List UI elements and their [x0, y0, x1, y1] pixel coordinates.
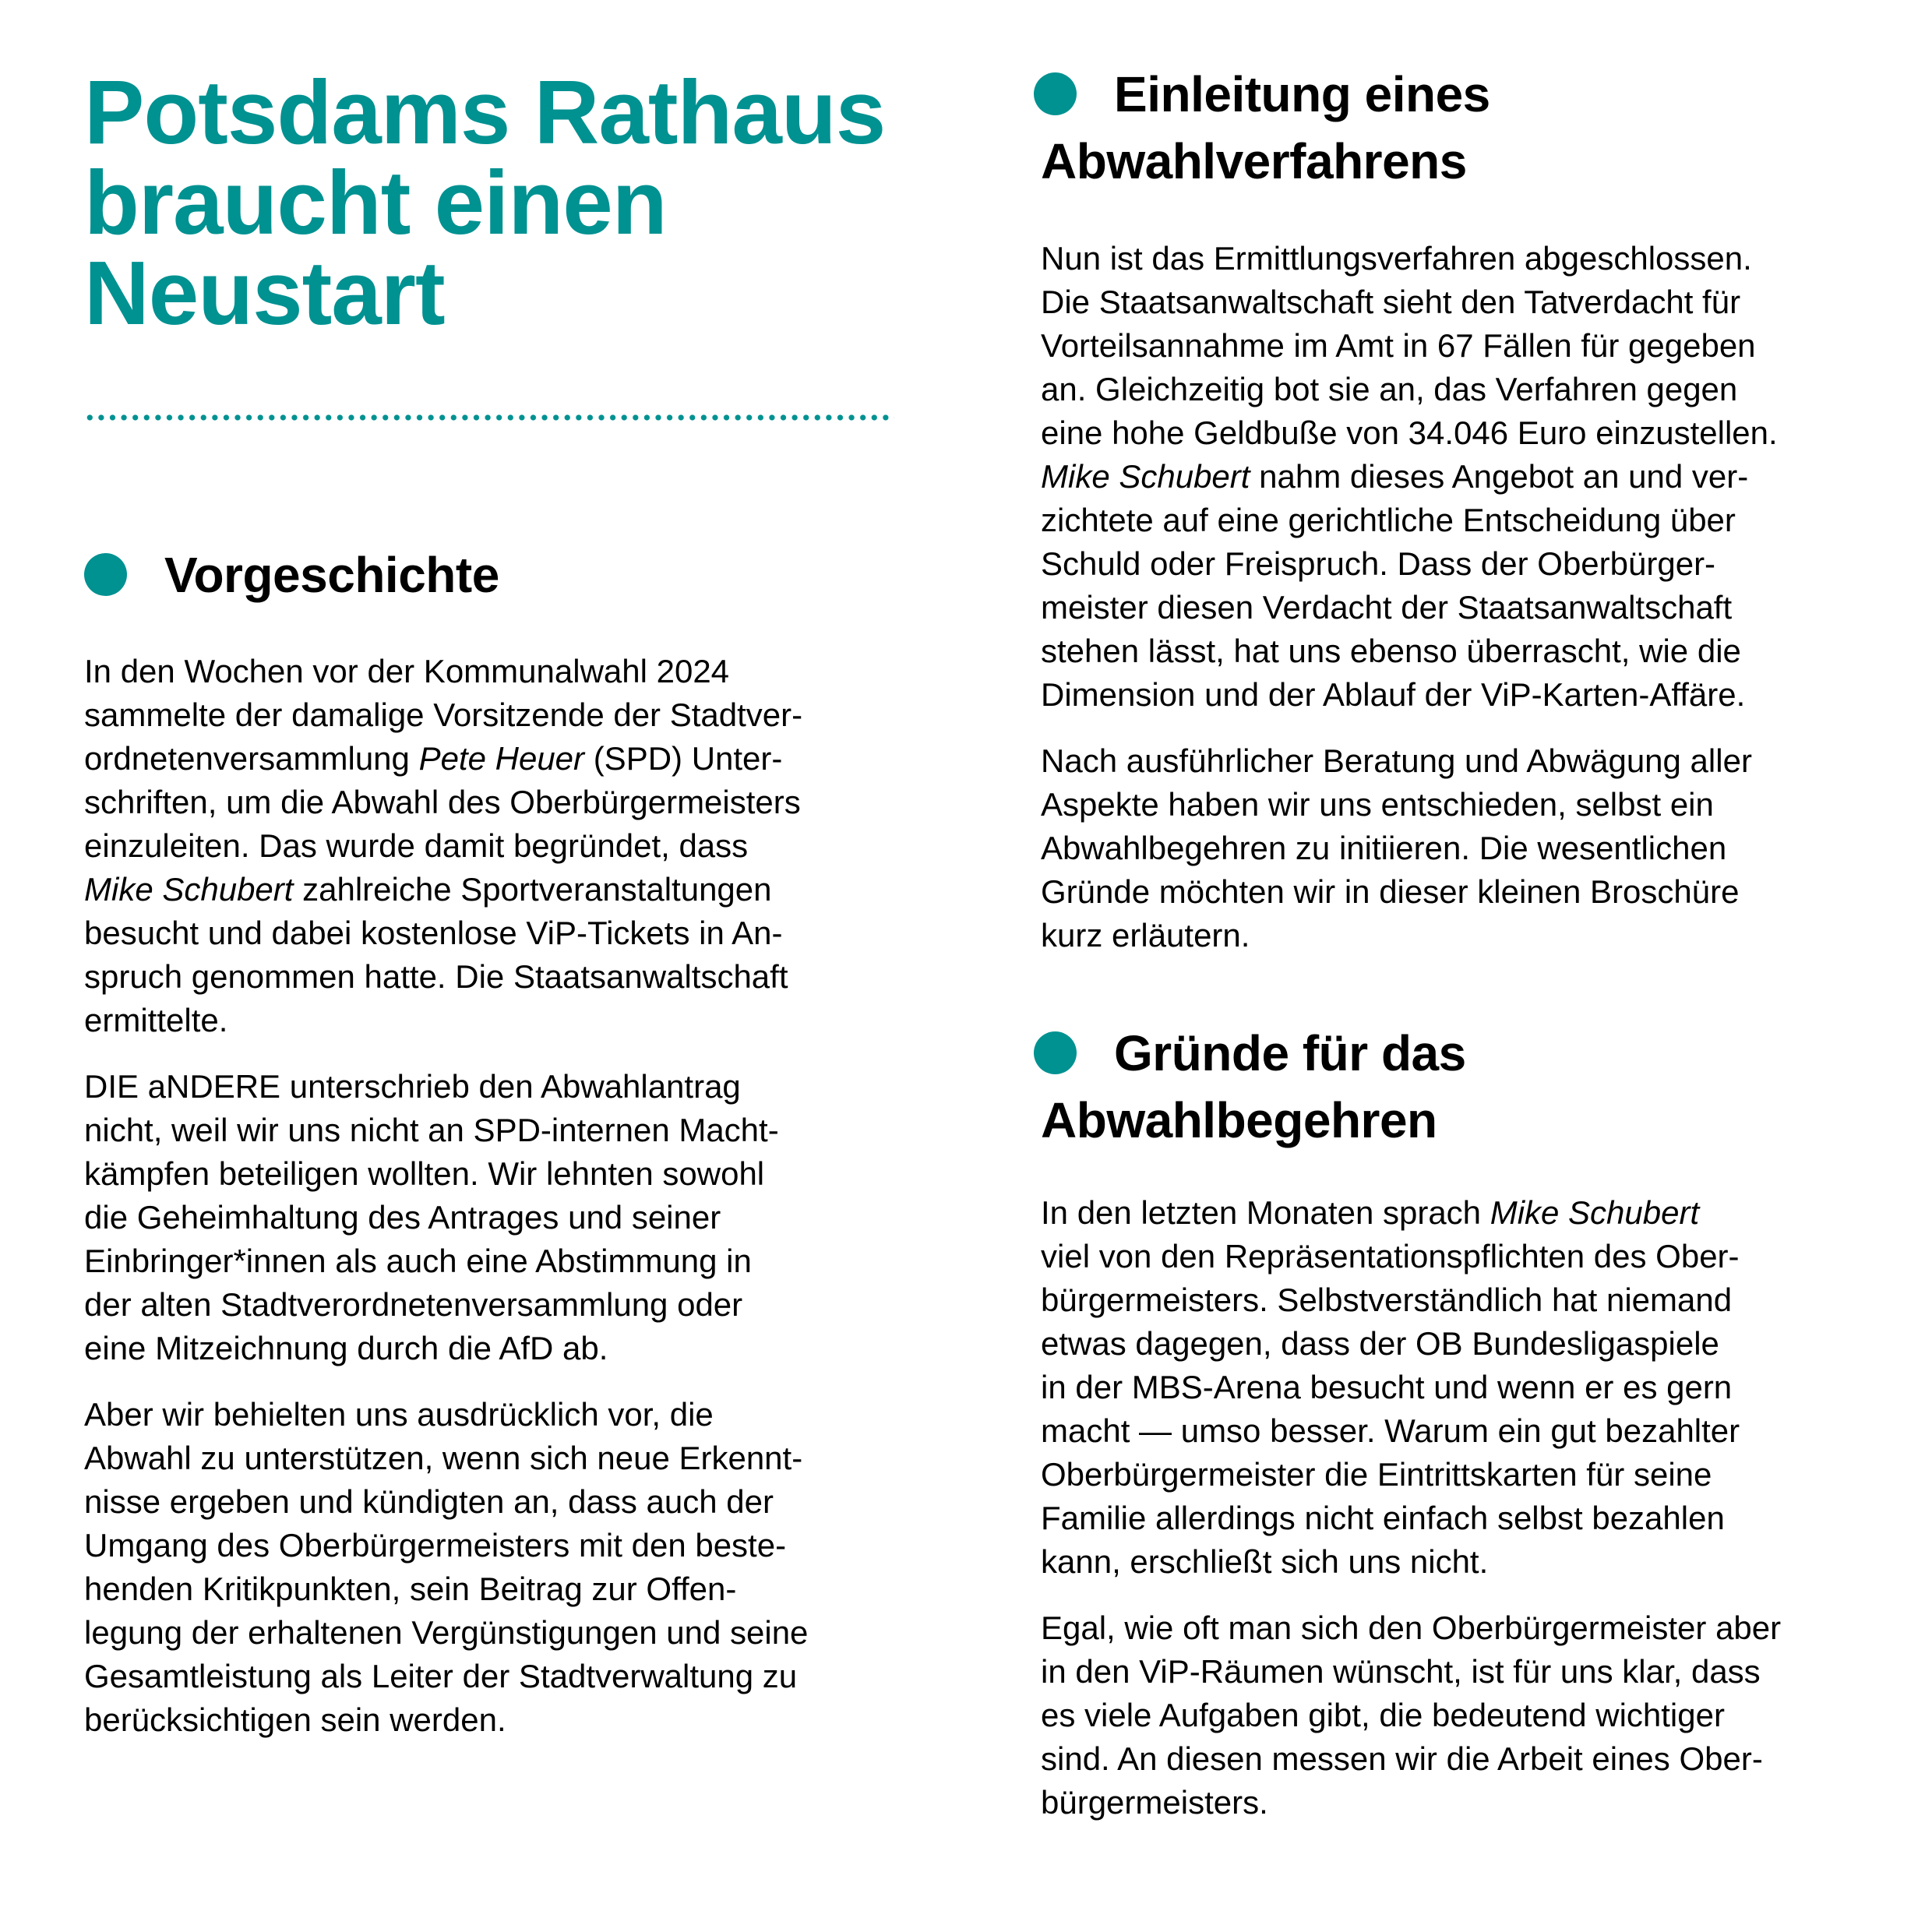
text-line [1041, 914, 1906, 957]
text-run: macht — umso besser. Warum ein gut bezahlter [1041, 1412, 1740, 1449]
text-line [1041, 1235, 1906, 1278]
text-run: der alten Stadtverordnetenversammlung oder [84, 1286, 743, 1323]
text-line [1041, 827, 1906, 870]
text-line [84, 1065, 925, 1109]
text-run: Einbringer*innen als auch eine Abstimmung in [84, 1243, 752, 1279]
text-line [1041, 368, 1906, 411]
text-run: Vorteilsannahme im Amt in 67 Fällen für gegeben [1041, 327, 1756, 364]
text-run: kurz erläutern. [1041, 917, 1250, 954]
paragraph [1041, 739, 1906, 957]
text-line [1041, 1737, 1906, 1781]
paragraph [84, 1065, 925, 1370]
heading-text: Einleitung eines [1114, 66, 1490, 122]
text-line [84, 868, 925, 911]
text-line [84, 737, 925, 781]
text-run: eine Mitzeichnung durch die AfD ab. [84, 1330, 608, 1366]
text-run: sammelte der damalige Vorsitzende der Stadtver- [84, 696, 803, 733]
text-run: einzuleiten. Das wurde damit begründet, dass [84, 827, 749, 864]
page-title [84, 62, 886, 344]
text-run: Familie allerdings nicht einfach selbst bezahlen [1041, 1500, 1725, 1536]
text-run: bürgermeisters. Selbstverständlich hat niemand [1041, 1282, 1733, 1318]
paragraph [1041, 1606, 1906, 1824]
section-heading-vorgeschichte [84, 541, 499, 608]
paragraph [1041, 237, 1906, 717]
text-run: legung der erhaltenen Vergünstigungen und seine [84, 1614, 809, 1651]
text-run: DIE aNDERE unterschrieb den Abwahlantrag [84, 1068, 741, 1105]
text-line [84, 1393, 925, 1437]
text-line [1041, 673, 1906, 717]
section-body-vorgeschichte [84, 650, 925, 1765]
section-body-einleitung [1041, 237, 1906, 980]
text-line [84, 781, 925, 824]
text-run: Aber wir behielten uns ausdrücklich vor, die [84, 1396, 714, 1433]
text-run: (SPD) Unter- [584, 740, 783, 777]
text-run: Schuld oder Freispruch. Dass der Oberbürger- [1041, 545, 1716, 582]
text-line [84, 824, 925, 868]
text-line [84, 1480, 925, 1524]
text-line [1041, 237, 1906, 280]
heading-text: Gründe für das [1114, 1025, 1466, 1081]
text-line [1041, 1322, 1906, 1366]
text-line [1041, 1606, 1906, 1650]
heading-line [84, 541, 499, 608]
text-run: etwas dagegen, dass der OB Bundesligaspiele [1041, 1325, 1719, 1362]
text-run: Nach ausführlicher Beratung und Abwägung aller [1041, 742, 1752, 779]
text-line [1041, 1278, 1906, 1322]
text-line [84, 955, 925, 999]
text-line [84, 1109, 925, 1152]
text-line [84, 1283, 925, 1327]
text-line [1041, 1409, 1906, 1453]
text-line [84, 1655, 925, 1698]
text-line [84, 1567, 925, 1611]
text-line [84, 911, 925, 955]
text-line [1041, 1191, 1906, 1235]
text-line [1041, 629, 1906, 673]
text-run: Nun ist das Ermittlungsverfahren abgeschlossen. [1041, 240, 1752, 277]
text-run: spruch genommen hatte. Die Staatsanwaltschaft [84, 958, 788, 995]
text-run: Gründe möchten wir in dieser kleinen Broschüre [1041, 873, 1740, 910]
text-run: Aspekte haben wir uns entschieden, selbst ein [1041, 786, 1714, 823]
text-line [84, 1611, 925, 1655]
heading-text: Vorgeschichte [164, 547, 499, 603]
text-line [1041, 783, 1906, 827]
text-run: bürgermeisters. [1041, 1784, 1268, 1821]
text-line [1041, 280, 1906, 324]
text-run: sind. An diesen messen wir die Arbeit eines Ober- [1041, 1740, 1763, 1777]
text-run: in den ViP-Räumen wünscht, ist für uns klar, dass [1041, 1653, 1761, 1690]
text-run: kämpfen beteiligen wollten. Wir lehnten sowohl [84, 1155, 765, 1192]
text-run: schriften, um die Abwahl des Oberbürgermeisters [84, 784, 801, 820]
text-run: in der MBS-Arena besucht und wenn er es gern [1041, 1369, 1733, 1405]
text-run: meister diesen Verdacht der Staatsanwaltschaft [1041, 589, 1733, 626]
text-line [84, 1698, 925, 1742]
text-run: Abwahlbegehren zu initiieren. Die wesentlichen [1041, 830, 1727, 866]
text-run: berücksichtigen sein werden. [84, 1701, 506, 1738]
text-run: Dimension und der Ablauf der ViP-Karten-Affäre. [1041, 676, 1746, 713]
text-line [1041, 324, 1906, 368]
text-line [1041, 1497, 1906, 1540]
text-run: die Geheimhaltung des Antrages und seiner [84, 1199, 721, 1236]
text-line [84, 1524, 925, 1567]
heading-line [1041, 61, 1490, 128]
dotted-divider [84, 414, 894, 421]
heading-line [1041, 1020, 1466, 1087]
text-run: Umgang des Oberbürgermeisters mit den beste- [84, 1527, 787, 1564]
text-run: Abwahl zu unterstützen, wenn sich neue Erkennt- [84, 1440, 803, 1476]
text-line [84, 650, 925, 693]
section-heading-gruende [1041, 1020, 1466, 1154]
person-name: Mike Schubert [84, 871, 294, 908]
text-line [84, 999, 925, 1042]
text-run: besucht und dabei kostenlose ViP-Tickets in An- [84, 915, 783, 951]
text-line [1041, 455, 1906, 499]
text-line [1041, 1453, 1906, 1497]
text-line [1041, 1540, 1906, 1584]
text-run: es viele Aufgaben gibt, die bedeutend wichtiger [1041, 1697, 1725, 1733]
text-line [84, 693, 925, 737]
text-run: henden Kritikpunkten, sein Beitrag zur Offen- [84, 1571, 737, 1607]
person-name: Mike Schubert [1490, 1194, 1700, 1231]
text-run: In den Wochen vor der Kommunalwahl 2024 [84, 653, 730, 689]
text-line [1041, 1366, 1906, 1409]
text-line [1041, 542, 1906, 586]
section-body-gruende [1041, 1191, 1906, 1847]
text-line [1041, 1650, 1906, 1694]
text-run: ermittelte. [84, 1002, 228, 1038]
text-run: Die Staatsanwaltschaft sieht den Tatverdacht für [1041, 284, 1741, 320]
text-line [84, 1437, 925, 1480]
paragraph [84, 1393, 925, 1742]
text-run: ordnetenversammlung [84, 740, 419, 777]
text-line [1041, 499, 1906, 542]
text-line [84, 1196, 925, 1239]
text-run: an. Gleichzeitig bot sie an, das Verfahren gegen [1041, 371, 1738, 407]
heading-line: Abwahlverfahrens [1041, 133, 1467, 189]
text-run: nicht, weil wir uns nicht an SPD-internen Macht- [84, 1112, 779, 1148]
heading-line: Abwahlbegehren [1041, 1092, 1437, 1148]
section-heading-einleitung [1041, 61, 1490, 195]
text-run: kann, erschließt sich uns nicht. [1041, 1543, 1489, 1580]
text-run: zichtete auf eine gerichtliche Entscheidung über [1041, 502, 1736, 538]
text-run: eine hohe Geldbuße von 34.046 Euro einzustellen. [1041, 414, 1778, 451]
text-line [1041, 1694, 1906, 1737]
text-run: Oberbürgermeister die Eintrittskarten für seine [1041, 1456, 1712, 1493]
text-line [1041, 739, 1906, 783]
text-run: Egal, wie oft man sich den Oberbürgermeister aber [1041, 1609, 1782, 1646]
paragraph [1041, 1191, 1906, 1584]
text-line [1041, 1781, 1906, 1824]
paragraph [84, 650, 925, 1042]
text-run: Gesamtleistung als Leiter der Stadtverwaltung zu [84, 1658, 798, 1694]
text-run: viel von den Repräsentationspflichten des Ober- [1041, 1238, 1740, 1274]
text-line [84, 1327, 925, 1370]
title-line: Potsdams Rathaus [84, 62, 886, 163]
title-line: Neustart [84, 242, 445, 344]
text-run: In den letzten Monaten sprach [1041, 1194, 1490, 1231]
person-name: Pete Heuer [418, 740, 585, 777]
text-line [84, 1152, 925, 1196]
bullet-dot-icon [84, 553, 127, 596]
title-line: braucht einen [84, 152, 667, 253]
text-run: nisse ergeben und kündigten an, dass auch der [84, 1483, 774, 1520]
text-line [1041, 870, 1906, 914]
text-line [1041, 586, 1906, 629]
text-run: zahlreiche Sportveranstaltungen [293, 871, 772, 908]
text-line [84, 1239, 925, 1283]
bullet-dot-icon [1034, 1031, 1077, 1074]
text-line [1041, 411, 1906, 455]
text-run: stehen lässt, hat uns ebenso überrascht, wie die [1041, 633, 1741, 669]
text-run: nahm dieses Angebot an und ver- [1250, 458, 1749, 495]
person-name: Mike Schubert [1041, 458, 1250, 495]
bullet-dot-icon [1034, 72, 1077, 115]
